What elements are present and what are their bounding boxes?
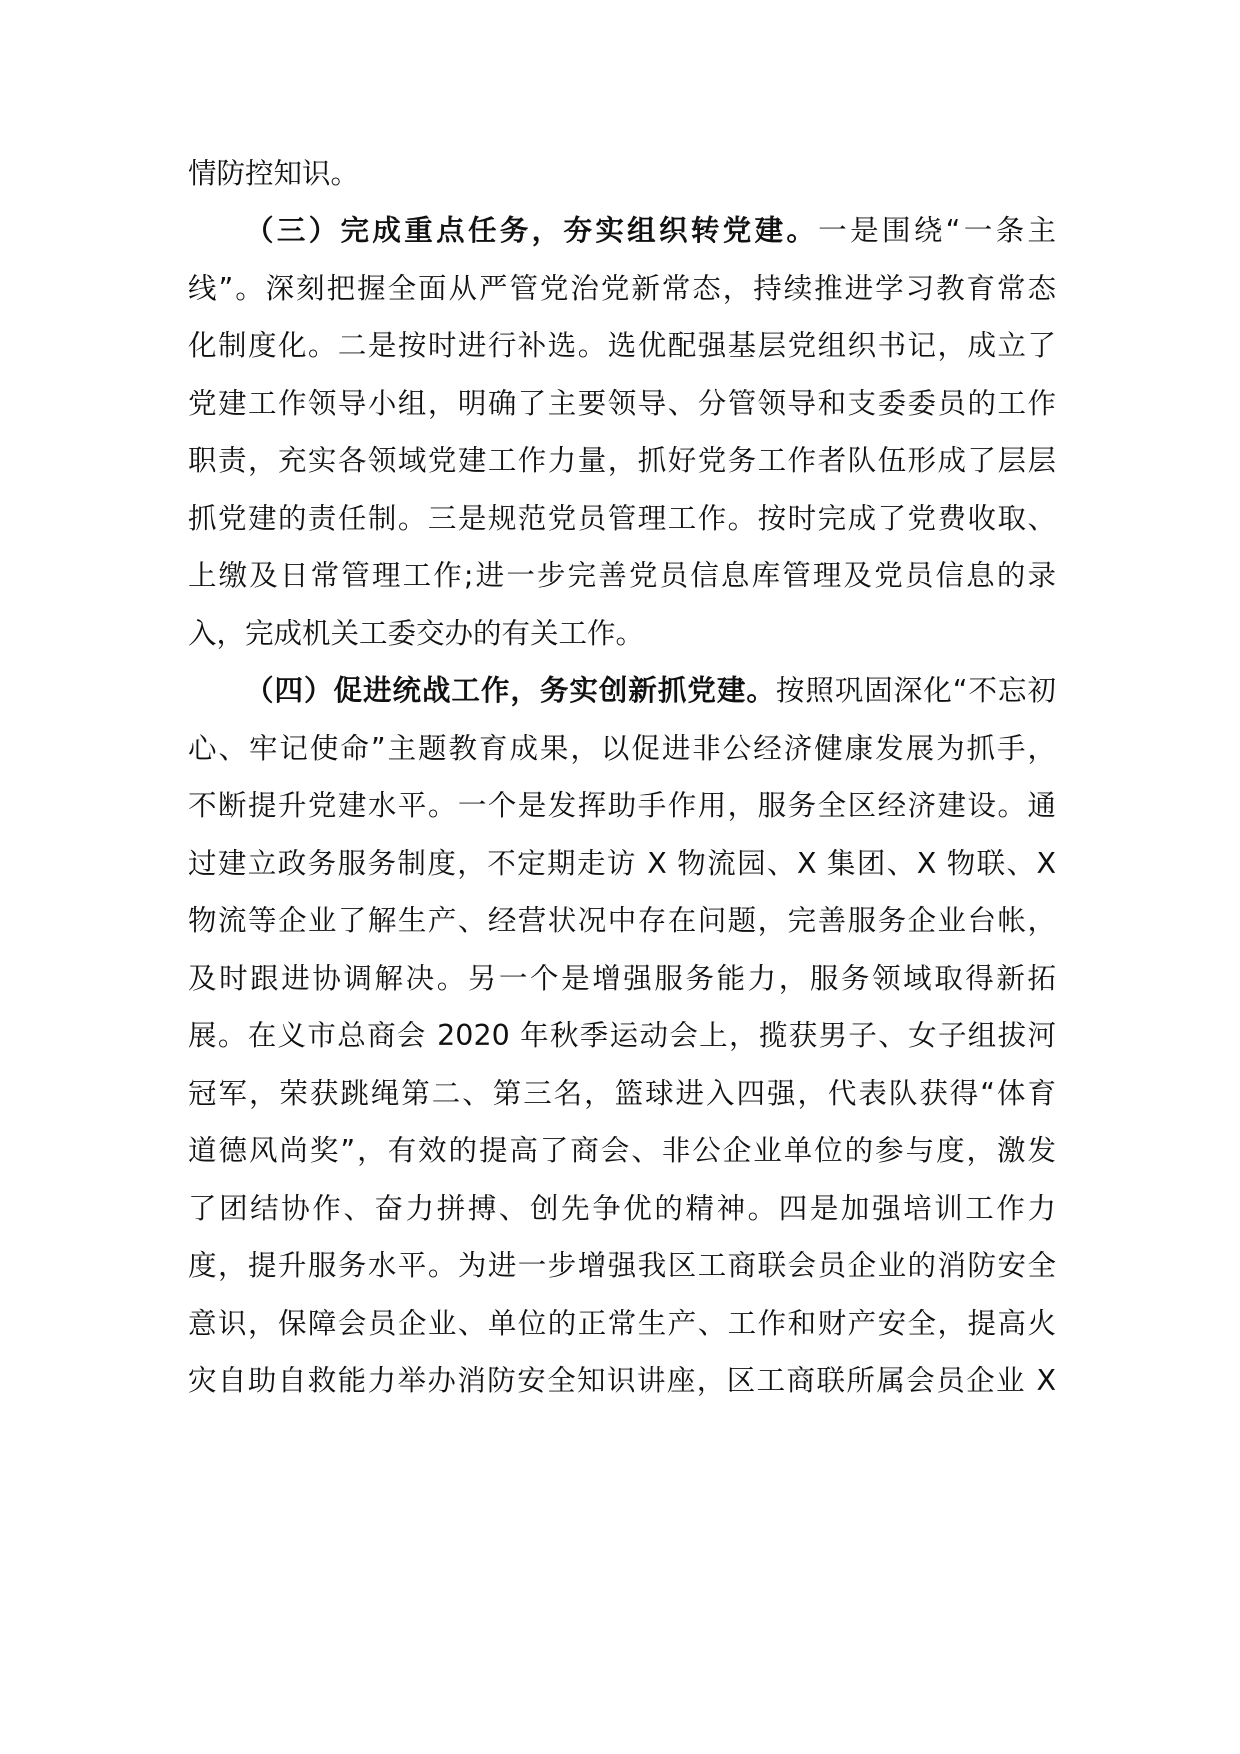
line-text: 了团结协作、奋力拼搏、创先争优的精神。四是加强培训工作力 [188, 1192, 1056, 1225]
line-text: 一是围绕“一条主 [818, 214, 1056, 247]
section-four-first-line [245, 671, 1056, 711]
line-text: 心、牢记使命”主题教育成果，以促进非公经济健康发展为抓手， [188, 732, 1056, 765]
text-line [188, 269, 1056, 309]
line-text: 线”。深刻把握全面从严管党治党新常态，持续推进学习教育常态 [188, 272, 1056, 305]
text-line [188, 154, 359, 194]
text-line [188, 326, 1056, 366]
line-text: 党建工作领导小组，明确了主要领导、分管领导和支委委员的工作 [188, 387, 1056, 420]
line-text: 化制度化。二是按时进行补选。选优配强基层党组织书记，成立了 [188, 329, 1056, 362]
text-line [188, 1131, 1056, 1171]
document-page [188, 0, 1056, 1754]
section-three-first-line [245, 211, 1056, 251]
line-text: 过建立政务服务制度，不定期走访 X 物流园、X 集团、X 物联、X [188, 847, 1056, 880]
text-line [188, 901, 1056, 941]
text-line [188, 1189, 1056, 1229]
line-text: 意识，保障会员企业、单位的正常生产、工作和财产安全，提高火 [188, 1307, 1056, 1340]
text-line [188, 959, 1056, 999]
text-line [188, 1074, 1056, 1114]
text-line [188, 1016, 1056, 1056]
text-line [188, 1304, 1056, 1344]
line-text: 物流等企业了解生产、经营状况中存在问题，完善服务企业台帐， [188, 904, 1056, 937]
text-line [188, 556, 1056, 596]
line-text: 上缴及日常管理工作;进一步完善党员信息库管理及党员信息的录 [188, 559, 1056, 592]
line-text: 道德风尚奖”，有效的提高了商会、非公企业单位的参与度，激发 [188, 1134, 1056, 1167]
line-text: 度，提升服务水平。为进一步增强我区工商联会员企业的消防安全 [188, 1249, 1056, 1282]
text-line [188, 844, 1056, 884]
line-text: 入，完成机关工委交办的有关工作。 [188, 617, 645, 650]
text-line [188, 441, 1056, 481]
line-text: 不断提升党建水平。一个是发挥助手作用，服务全区经济建设。通 [188, 789, 1056, 822]
line-text: 冠军，荣获跳绳第二、第三名，篮球进入四强，代表队获得“体育 [188, 1077, 1056, 1110]
section-heading-four: （四）促进统战工作，务实创新抓党建。 [245, 674, 776, 707]
text-line [188, 614, 644, 654]
line-text: 灾自助自救能力举办消防安全知识讲座，区工商联所属会员企业 X [188, 1364, 1056, 1397]
text-line [188, 1361, 1056, 1401]
line-text: 抓党建的责任制。三是规范党员管理工作。按时完成了党费收取、 [188, 502, 1056, 535]
text-line [188, 729, 1056, 769]
text-line [188, 384, 1056, 424]
line-text: 展。在义市总商会 2020 年秋季运动会上，揽获男子、女子组拔河 [188, 1019, 1056, 1052]
section-heading-three: （三）完成重点任务，夯实组织转党建。 [245, 214, 819, 247]
line-text: 职责，充实各领域党建工作力量，抓好党务工作者队伍形成了层层 [188, 444, 1056, 477]
text-line [188, 499, 1056, 539]
line-text: 情防控知识。 [188, 157, 360, 190]
text-line [188, 786, 1056, 826]
line-text: 按照巩固深化“不忘初 [775, 674, 1057, 707]
line-text: 及时跟进协调解决。另一个是增强服务能力，服务领域取得新拓 [188, 962, 1056, 995]
text-line [188, 1246, 1056, 1286]
